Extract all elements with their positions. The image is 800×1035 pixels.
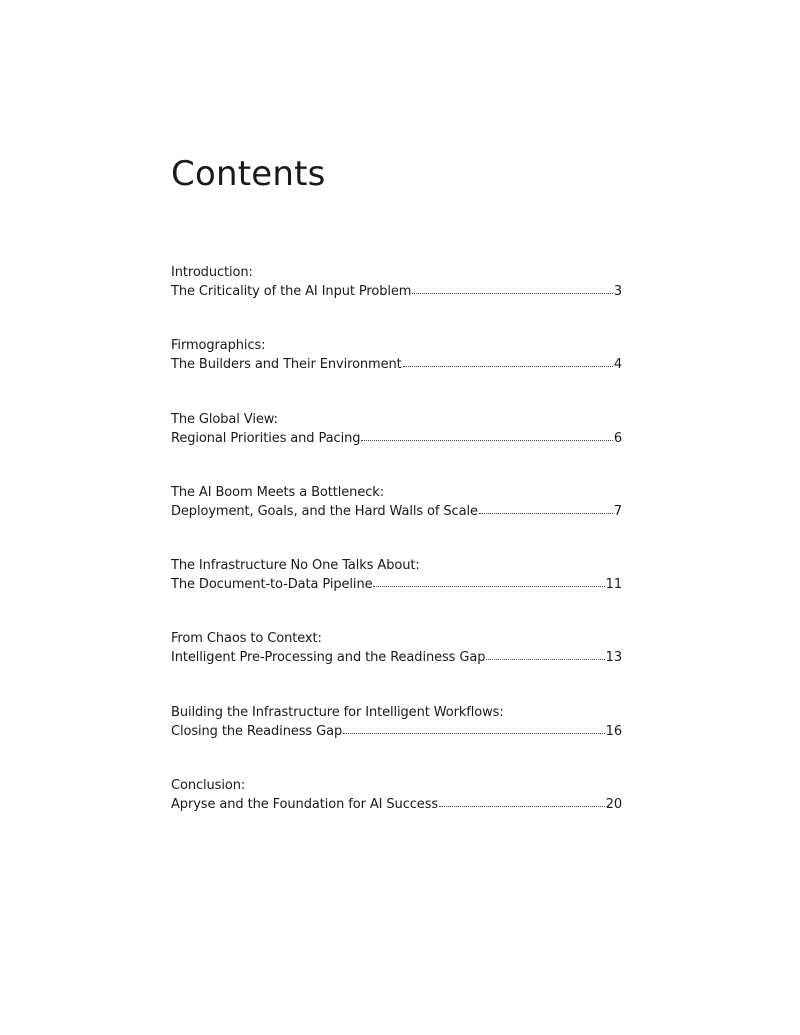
dot-leader — [361, 437, 612, 441]
dot-leader — [412, 290, 612, 294]
dot-leader — [403, 363, 613, 367]
document-page — [171, 0, 622, 1035]
toc-page-number: 20 — [605, 797, 622, 813]
dot-leader — [343, 730, 605, 734]
toc-entry-firmographics — [171, 336, 622, 409]
toc-entry-subtitle: The Document-to-Data Pipeline — [171, 577, 373, 593]
toc-entry-subtitle: Deployment, Goals, and the Hard Walls of Scale — [171, 503, 478, 519]
toc-entry-subtitle: Apryse and the Foundation for AI Success — [171, 797, 439, 813]
page-title: Contents — [171, 154, 326, 194]
toc-entry-heading: The Global View: — [171, 411, 278, 427]
toc-entry-link[interactable] — [171, 355, 622, 374]
dot-leader — [479, 510, 613, 514]
toc-entry-subtitle: Regional Priorities and Pacing — [171, 430, 361, 446]
toc-entry-intelligent-workflows — [171, 703, 622, 776]
toc-entry-subtitle: Closing the Readiness Gap — [171, 723, 343, 739]
toc-entry-subtitle: The Builders and Their Environment — [171, 357, 402, 373]
dot-leader — [439, 803, 605, 807]
toc-entry-link[interactable] — [171, 795, 622, 814]
toc-entry-global-view — [171, 410, 622, 483]
toc-entry-chaos-to-context — [171, 629, 622, 702]
toc-entry-heading: The AI Boom Meets a Bottleneck: — [171, 484, 384, 500]
toc-page-number: 4 — [613, 357, 622, 373]
toc-entry-subtitle: Intelligent Pre-Processing and the Readiness Gap — [171, 650, 486, 666]
toc-entry-heading: Conclusion: — [171, 778, 246, 794]
toc-page-number: 16 — [605, 723, 622, 739]
toc-entry-link[interactable] — [171, 502, 622, 521]
toc-entry-conclusion — [171, 776, 622, 849]
toc-entry-heading: Building the Infrastructure for Intelligent Workflows: — [171, 704, 504, 720]
toc-entry-heading: Introduction: — [171, 265, 253, 280]
toc-page-number: 7 — [613, 503, 622, 519]
toc-entry-heading: From Chaos to Context: — [171, 631, 322, 647]
toc-entry-heading: The Infrastructure No One Talks About: — [171, 558, 420, 574]
dot-leader — [486, 656, 604, 660]
toc-entry-infrastructure — [171, 556, 622, 629]
toc-page-number: 13 — [605, 650, 622, 666]
toc-entry-link[interactable] — [171, 575, 622, 594]
toc-entry-heading: Firmographics: — [171, 338, 266, 354]
toc-entry-subtitle: The Criticality of the AI Input Problem — [171, 284, 412, 299]
table-of-contents — [171, 263, 622, 849]
toc-entry-introduction — [171, 263, 622, 336]
dot-leader — [373, 583, 604, 587]
toc-entry-link[interactable] — [171, 722, 622, 741]
toc-page-number: 6 — [613, 430, 622, 446]
toc-entry-ai-boom — [171, 483, 622, 556]
toc-page-number: 3 — [613, 284, 622, 299]
toc-entry-link[interactable] — [171, 282, 622, 301]
toc-entry-link[interactable] — [171, 429, 622, 448]
toc-page-number: 11 — [605, 577, 622, 593]
toc-entry-link[interactable] — [171, 648, 622, 667]
